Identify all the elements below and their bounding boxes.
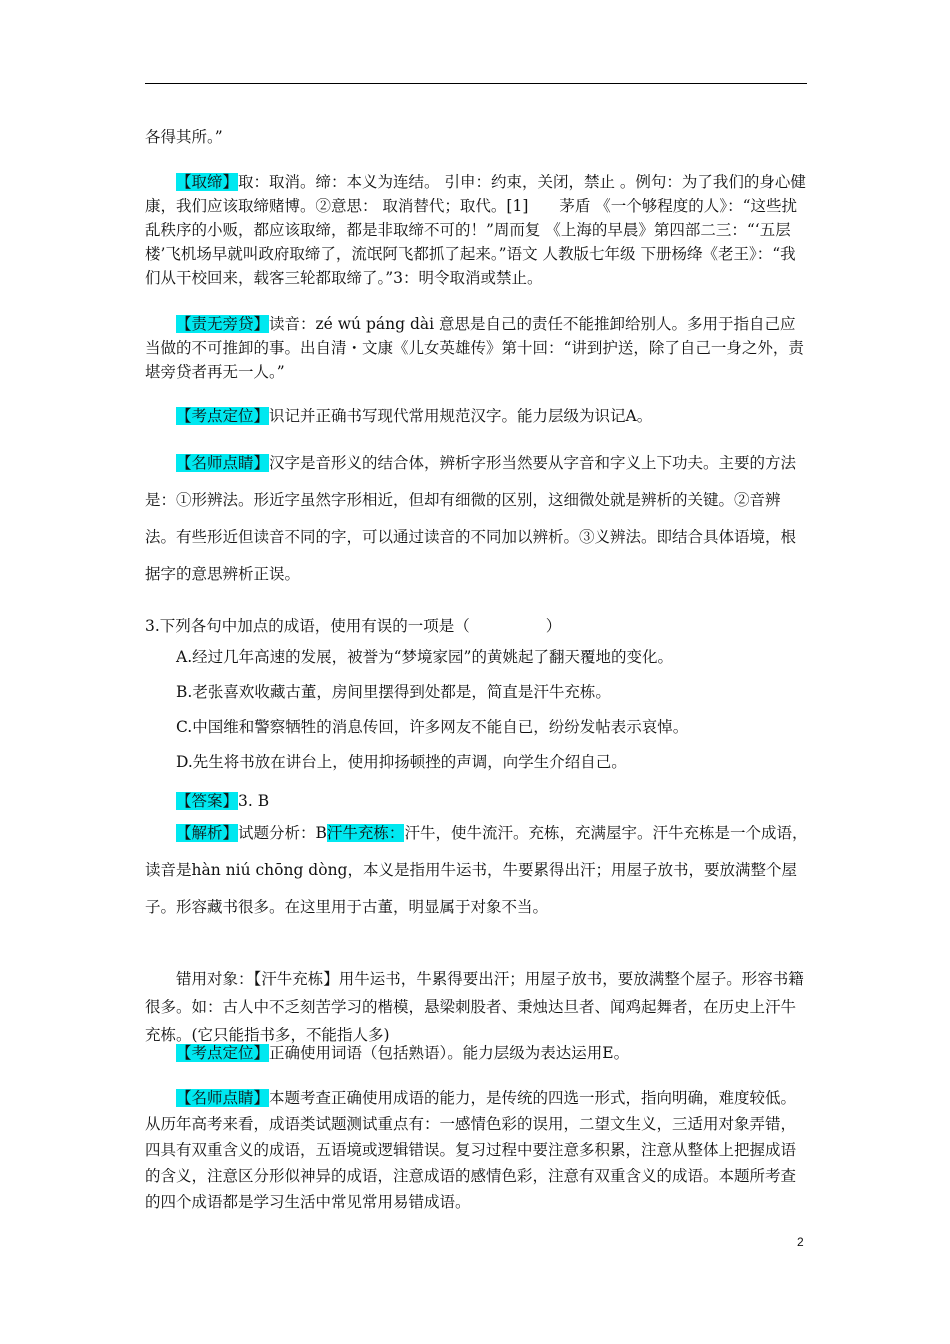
kaodian-1-text: 识记并正确书写现代常用规范汉字。能力层级为识记A。 bbox=[269, 407, 653, 425]
zewu-text: 读音：zé wú páng dài 意思是自己的责任不能推卸给别人。多用于指自己应当做的不可推卸的事。出自清・文康《儿女英雄传》第十回：“讲到护送，除了自己一身之外，责堪旁贷者再无一人。” bbox=[145, 315, 804, 381]
mingshi-1-text: 汉字是音形义的结合体，辨析字形当然要从字音和字义上下功夫。主要的方法是：①形辨法。形近字虽然字形相近，但却有细微的区别，这细微处就是辨析的关键。②音辨法。有些形近但读音不同的字，可以通过读音的不同加以辨析。③义辨法。即结合具体语境，根据字的意思辨析正误。 bbox=[145, 454, 797, 583]
entry-cuoyong: 错用对象：【汗牛充栋】用牛运书，牛累得要出汗；用屋子放书，要放满整个屋子。形容书籍很多。如：古人中不乏刻苦学习的楷模，悬梁刺股者、秉烛达旦者、闻鸡起舞者，在历史上汗牛充栋。(它只能指书多，不能指人多) bbox=[145, 970, 804, 1044]
question-stem-text: 3.下列各句中加点的成语，使用有误的一项是（ bbox=[145, 617, 470, 635]
entry-kaodian-1 bbox=[145, 404, 810, 428]
header-rule bbox=[145, 83, 807, 84]
answer-line bbox=[176, 789, 841, 813]
entry-mingshi-2 bbox=[145, 1085, 810, 1215]
entry-kaodian-2 bbox=[145, 1041, 810, 1065]
tag-kaodian-1: 【考点定位】 bbox=[176, 407, 270, 425]
option-a: A.经过几年高速的发展，被誉为“梦境家园”的黄姚起了翻天覆地的变化。 bbox=[176, 648, 673, 666]
tag-kaodian-2: 【考点定位】 bbox=[176, 1044, 270, 1062]
continued-text: 各得其所。” bbox=[145, 128, 223, 146]
entry-mingshi-1 bbox=[145, 445, 810, 593]
option-b: B.老张喜欢收藏古董，房间里摆得到处都是，简直是汗牛充栋。 bbox=[176, 683, 611, 701]
tag-mingshi-1: 【名师点睛】 bbox=[176, 454, 270, 472]
jiexi-text: 汗牛，使牛流汗。充栋，充满屋宇。汗牛充栋是一个成语，读音是hàn niú chōng dòng，本义是指用牛运书，牛要累得出汗；用屋子放书，要放满整个屋子。形容藏书很多。在这里用于古董，明显属于对象不当。 bbox=[145, 824, 808, 916]
tag-quhuan: 【取缔】 bbox=[176, 173, 239, 191]
question-stem bbox=[145, 614, 810, 638]
tag-zewu: 【责无旁贷】 bbox=[176, 315, 270, 333]
option-c: C.中国维和警察牺牲的消息传回，许多网友不能自已，纷纷发帖表示哀悼。 bbox=[176, 718, 689, 736]
entry-quhuan bbox=[145, 170, 810, 290]
tag-jiexi: 【解析】 bbox=[176, 824, 239, 842]
quhuan-text: 取：取消。缔：本义为连结。 引申：约束，关闭，禁止 。例句：为了我们的身心健康，我们应该取缔赌博。②意思： 取消替代；取代。[1] 茅盾 《一个够程度的人》：“这些扰乱秩序的小贩，都应该取缔，都是非取缔不可的！”周而复 《上海的早晨》第四部二三：“‘五层楼’飞机场早就叫政府取缔了，流氓阿飞都抓了起来。”语文 人教版七年级 下册杨绛《老王》：“我们从干校回来，载客三轮都取缔了。”3：明令取消或禁止。 bbox=[145, 173, 806, 287]
tag-answer: 【答案】 bbox=[176, 792, 239, 810]
kaodian-2-text: 正确使用词语（包括熟语）。能力层级为表达运用E。 bbox=[269, 1044, 630, 1062]
tag-mingshi-2: 【名师点睛】 bbox=[176, 1089, 270, 1107]
jiexi-highlight: 汗牛充栋： bbox=[326, 824, 405, 842]
question-close-paren: ） bbox=[545, 617, 562, 635]
entry-zewu bbox=[145, 312, 810, 384]
mingshi-2-text: 本题考查正确使用成语的能力，是传统的四选一形式，指向明确，难度较低。从历年高考来看，成语类试题测试重点有：一感情色彩的误用，二望文生义，三适用对象弄错，四具有双重含义的成语，五语境或逻辑错误。复习过程中要注意多积累，注意从整体上把握成语的含义，注意区分形似神异的成语，注意成语的感情色彩，注意有双重含义的成语。本题所考查的四个成语都是学习生活中常见常用易错成语。 bbox=[145, 1089, 797, 1211]
page-number: 2 bbox=[797, 1235, 804, 1249]
answer-text: 3. B bbox=[238, 792, 270, 810]
entry-jiexi bbox=[145, 815, 810, 926]
option-d: D.先生将书放在讲台上，使用抑扬顿挫的声调，向学生介绍自己。 bbox=[176, 753, 627, 771]
jiexi-prefix: 试题分析：B bbox=[238, 824, 327, 842]
